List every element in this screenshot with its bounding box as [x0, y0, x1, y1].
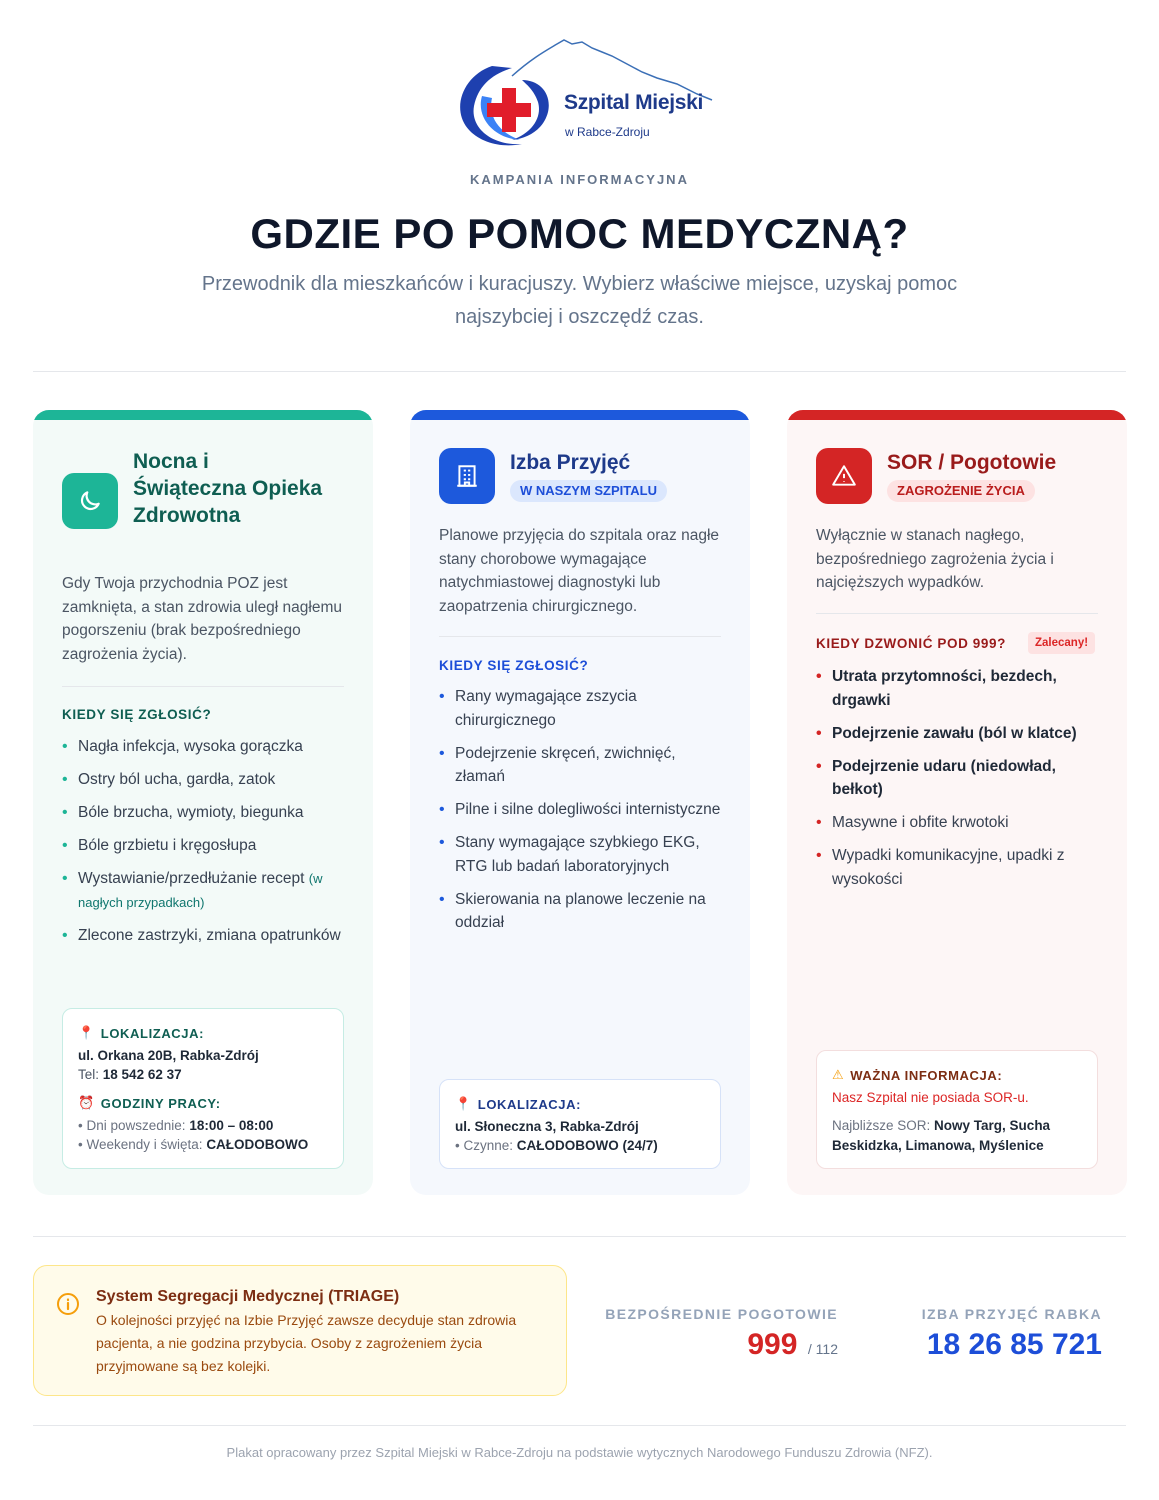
card-divider: [439, 636, 721, 637]
footer-note: Plakat opracowany przez Szpital Miejski w Rabce-Zdroju na podstawie wytycznych Narodowego Funduszu Zdrowia (NFZ).: [226, 1445, 933, 1460]
warning-sign-icon: ⚠: [832, 1067, 845, 1082]
night-care-card: [33, 410, 373, 1195]
address: ul. Orkana 20B, Rabka-Zdrój: [78, 1048, 259, 1063]
card-description: Wyłącznie w stanach nagłego, bezpośredniego zagrożenia życia i najcięższych wypadków.: [816, 527, 1054, 591]
triage-text: O kolejności przyjęć na Izbie Przyjęć zawsze decyduje stan zdrowia pacjenta, a nie godzina przybycia. Osoby z zagrożeniem życia przyjmowane są bez kolejki.: [96, 1312, 517, 1374]
campaign-eyebrow: KAMPANIA INFORMACYJNA: [470, 172, 689, 187]
card-description: Planowe przyjęcia do szpitala oraz nagłe stany chorobowe wymagające natychmiastowej diagnostyki lub zaopatrzenia chirurgicznego.: [439, 527, 720, 615]
card-title: SOR / Pogotowie: [887, 451, 1057, 474]
section-heading: KIEDY DZWONIĆ POD 999?: [816, 636, 1006, 651]
hospital-building-icon: [439, 448, 495, 504]
admission-label: IZBA PRZYJĘĆ RABKA: [921, 1306, 1102, 1322]
card-divider: [62, 686, 344, 687]
map-pin-icon: 📍: [455, 1096, 472, 1111]
symptom-list: [62, 735, 352, 957]
list-item: • Wystawianie/przedłużanie recept (w nagłych przypadkach): [62, 870, 323, 910]
moon-icon: [62, 473, 118, 529]
alarm-clock-icon: ⏰: [78, 1095, 95, 1110]
recommended-tag: Zalecany!: [1028, 632, 1095, 654]
item-note: (w nagłych przypadkach): [78, 871, 323, 910]
location-badge: W NASZYM SZPITALU: [510, 480, 667, 502]
card-accent-bar: [410, 410, 750, 420]
card-accent-bar: [787, 410, 1127, 420]
list-item: • Nagła infekcja, wysoka gorączka: [62, 738, 303, 755]
map-pin-icon: 📍: [78, 1025, 95, 1040]
list-item: • Podejrzenie skręceń, zwichnięć, złamań: [439, 744, 676, 785]
card-title: Nocna i Świąteczna Opieka Zdrowotna: [133, 450, 323, 527]
weekend-hours: • Weekendy i święta: CAŁODOBOWO: [78, 1137, 309, 1152]
list-item: • Masywne i obfite krwotoki: [816, 814, 1009, 831]
warning-triangle-icon: [816, 448, 872, 504]
info-icon: [56, 1292, 80, 1316]
card-description: Gdy Twoja przychodnia POZ jest zamknięta, a stan zdrowia uległ nagłemu pogorszeniu (brak bezpośredniego zagrożenia życia).: [62, 575, 343, 663]
list-item: • Stany wymagające szybkiego EKG, RTG lub badań laboratoryjnych: [439, 834, 700, 875]
footer-divider: [33, 1425, 1126, 1426]
notice-text: Nasz Szpital nie posiada SOR-u.: [832, 1090, 1029, 1105]
er-card: [787, 410, 1127, 1195]
notice-box: ⚠ WAŻNA INFORMACJA: Nasz Szpital nie posiada SOR-u. Najbliższe SOR: Nowy Targ, Sucha Beskidzka, Limanowa, Myślenice: [816, 1050, 1098, 1169]
section-heading: KIEDY SIĘ ZGŁOSIĆ?: [62, 707, 212, 722]
emergency-phone[interactable]: 999 / 112: [747, 1328, 838, 1361]
list-item: • Zlecone zastrzyki, zmiana opatrunków: [62, 926, 341, 944]
admission-card: [410, 410, 750, 1195]
admission-phone[interactable]: 18 26 85 721: [926, 1328, 1102, 1361]
list-item: • Podejrzenie zawału (ból w klatce): [816, 724, 1077, 742]
location-box: 📍 LOKALIZACJA: ul. Orkana 20B, Rabka-Zdrój Tel: 18 542 62 37 ⏰ GODZINY PRACY: • Dni powszednie: 18:00 – 08:00 • Weekendy i święta: CAŁODOBOWO: [62, 1008, 344, 1169]
list-item: • Utrata przytomności, bezdech, drgawki: [816, 668, 1057, 709]
opening-hours: • Czynne: CAŁODOBOWO (24/7): [455, 1138, 658, 1153]
logo-subtitle: w Rabce-Zdroju: [565, 125, 650, 139]
card-title: Izba Przyjęć: [510, 451, 631, 474]
page-subtitle: Przewodnik dla mieszkańców i kuracjuszy. Wybierz właściwe miejsce, uzyskaj pomoc najszybciej i oszczędź czas.: [201, 273, 958, 328]
list-item: • Bóle grzbietu i kręgosłupa: [62, 837, 257, 854]
triage-title: System Segregacji Medycznej (TRIAGE): [96, 1288, 400, 1305]
list-item: • Bóle brzucha, wymioty, biegunka: [62, 804, 304, 821]
symptom-list: [439, 685, 729, 944]
danger-badge: ZAGROŻENIE ŻYCIA: [887, 480, 1035, 502]
page-title: GDZIE PO POMOC MEDYCZNĄ?: [250, 210, 909, 257]
emergency-list: [816, 665, 1106, 901]
location-box: 📍 LOKALIZACJA: ul. Słoneczna 3, Rabka-Zdrój • Czynne: CAŁODOBOWO (24/7): [439, 1079, 721, 1169]
list-item: • Pilne i silne dolegliwości internistyczne: [439, 801, 721, 818]
list-item: • Podejrzenie udaru (niedowład, bełkot): [816, 757, 1056, 798]
emergency-label: BEZPOŚREDNIE POGOTOWIE: [605, 1306, 838, 1322]
list-item: • Rany wymagające zszycia chirurgicznego: [439, 688, 637, 729]
card-accent-bar: [33, 410, 373, 420]
header-divider: [33, 371, 1126, 372]
section-divider: [33, 1236, 1126, 1237]
card-divider: [816, 613, 1098, 614]
section-heading: KIEDY SIĘ ZGŁOSIĆ?: [439, 658, 589, 673]
list-item: • Skierowania na planowe leczenie na oddział: [439, 890, 706, 931]
triage-info-box: [33, 1265, 567, 1396]
weekday-hours: • Dni powszednie: 18:00 – 08:00: [78, 1118, 274, 1133]
logo-name: Szpital Miejski: [564, 91, 704, 114]
list-item: • Wypadki komunikacyjne, upadki z wysokości: [816, 847, 1065, 888]
phone-line: Tel: 18 542 62 37: [78, 1067, 182, 1082]
address: ul. Słoneczna 3, Rabka-Zdrój: [455, 1119, 639, 1134]
nearest-er: Najbliższe SOR: Nowy Targ, Sucha Beskidzka, Limanowa, Myślenice: [832, 1118, 1051, 1153]
list-item: • Ostry ból ucha, gardła, zatok: [62, 771, 276, 788]
